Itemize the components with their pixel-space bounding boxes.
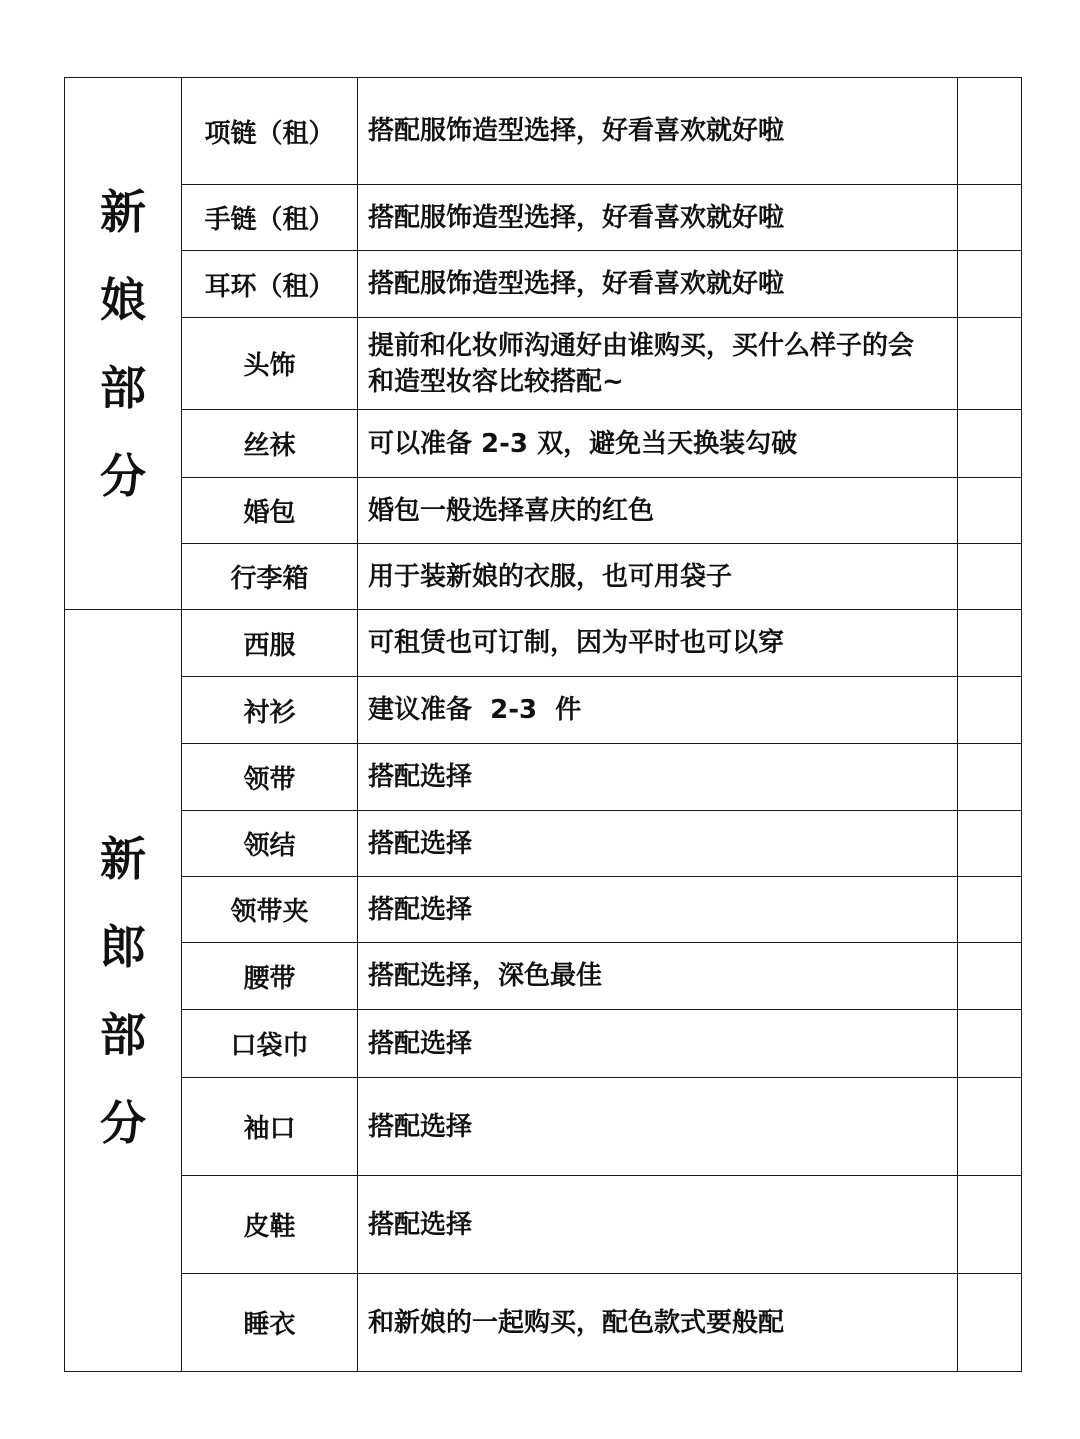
item-note: 搭配服饰造型选择，好看喜欢就好啦 [358, 251, 958, 318]
table-row [65, 1010, 1022, 1078]
item-name: 行李箱 [182, 544, 358, 610]
check-cell[interactable] [958, 811, 1022, 877]
table-row [65, 1078, 1022, 1176]
table-row [65, 877, 1022, 943]
check-cell[interactable] [958, 78, 1022, 185]
section-title-bride: 新娘部分 [100, 184, 146, 503]
item-name: 丝袜 [182, 410, 358, 478]
item-note: 搭配选择 [358, 1176, 958, 1274]
item-note: 搭配选择 [358, 744, 958, 811]
item-name: 皮鞋 [182, 1176, 358, 1274]
item-note: 搭配服饰造型选择，好看喜欢就好啦 [358, 185, 958, 251]
check-cell[interactable] [958, 318, 1022, 410]
table-row [65, 1274, 1022, 1372]
item-name: 口袋巾 [182, 1010, 358, 1078]
item-name: 耳环（租） [182, 251, 358, 318]
check-cell[interactable] [958, 185, 1022, 251]
item-note: 和新娘的一起购买，配色款式要般配 [358, 1274, 958, 1372]
table-row [65, 318, 1022, 410]
item-note: 搭配选择 [358, 811, 958, 877]
item-name: 手链（租） [182, 185, 358, 251]
section-title-groom: 新郎部分 [100, 831, 146, 1150]
table-row [65, 78, 1022, 185]
item-note: 搭配选择 [358, 877, 958, 943]
item-note: 用于装新娘的衣服，也可用袋子 [358, 544, 958, 610]
item-note: 建议准备 2-3 件 [358, 677, 958, 744]
table-row [65, 610, 1022, 677]
table-row [65, 410, 1022, 478]
item-name: 腰带 [182, 943, 358, 1010]
item-note: 搭配服饰造型选择，好看喜欢就好啦 [358, 78, 958, 185]
item-name: 领带 [182, 744, 358, 811]
table-row [65, 677, 1022, 744]
item-name: 睡衣 [182, 1274, 358, 1372]
table-row [65, 744, 1022, 811]
check-cell[interactable] [958, 544, 1022, 610]
bride-section-cell [65, 78, 182, 610]
table-row [65, 251, 1022, 318]
item-name: 西服 [182, 610, 358, 677]
item-note: 搭配选择 [358, 1010, 958, 1078]
table-row [65, 185, 1022, 251]
table-row [65, 544, 1022, 610]
check-cell[interactable] [958, 943, 1022, 1010]
item-name: 衬衫 [182, 677, 358, 744]
table-row [65, 478, 1022, 544]
item-note: 搭配选择 [358, 1078, 958, 1176]
wedding-checklist-table [64, 77, 1022, 1372]
check-cell[interactable] [958, 744, 1022, 811]
item-note: 提前和化妆师沟通好由谁购买，买什么样子的会和造型妆容比较搭配~ [358, 318, 958, 410]
check-cell[interactable] [958, 1010, 1022, 1078]
item-note: 可以准备 2-3 双，避免当天换装勾破 [358, 410, 958, 478]
check-cell[interactable] [958, 610, 1022, 677]
table-row [65, 1176, 1022, 1274]
item-note: 可租赁也可订制，因为平时也可以穿 [358, 610, 958, 677]
table-row [65, 811, 1022, 877]
item-note: 搭配选择，深色最佳 [358, 943, 958, 1010]
item-note: 婚包一般选择喜庆的红色 [358, 478, 958, 544]
item-name: 婚包 [182, 478, 358, 544]
check-cell[interactable] [958, 1078, 1022, 1176]
groom-section-cell [65, 610, 182, 1372]
check-cell[interactable] [958, 677, 1022, 744]
item-name: 领结 [182, 811, 358, 877]
check-cell[interactable] [958, 877, 1022, 943]
item-name: 袖口 [182, 1078, 358, 1176]
item-name: 项链（租） [182, 78, 358, 185]
item-name: 领带夹 [182, 877, 358, 943]
check-cell[interactable] [958, 1176, 1022, 1274]
check-cell[interactable] [958, 410, 1022, 478]
check-cell[interactable] [958, 251, 1022, 318]
check-cell[interactable] [958, 1274, 1022, 1372]
check-cell[interactable] [958, 478, 1022, 544]
item-name: 头饰 [182, 318, 358, 410]
table-row [65, 943, 1022, 1010]
